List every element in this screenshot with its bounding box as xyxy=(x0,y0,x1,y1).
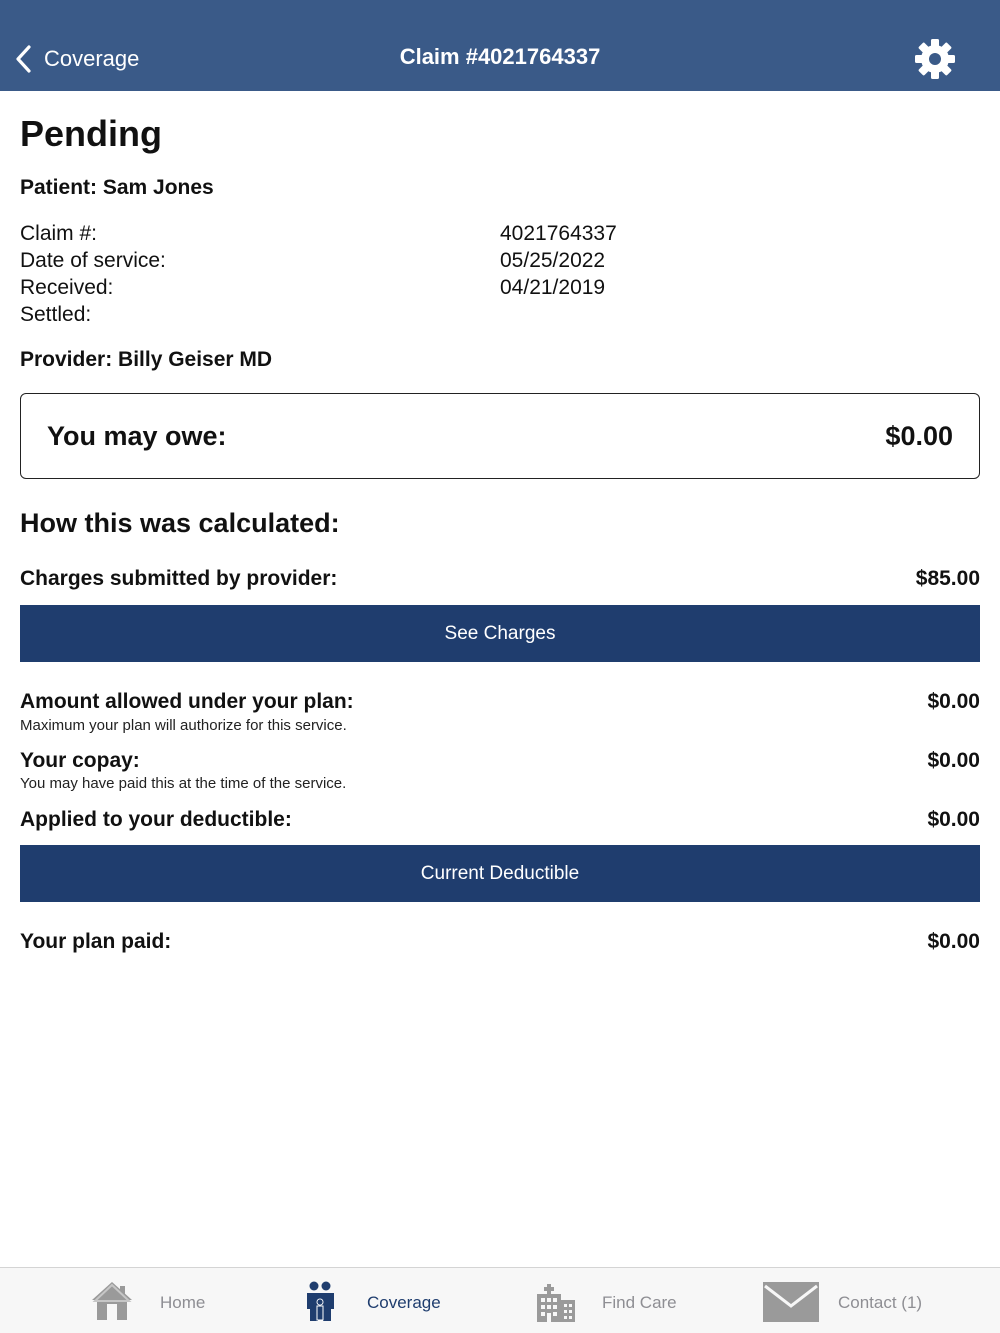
settled-label: Settled: xyxy=(20,303,92,326)
page-title: Claim #4021764337 xyxy=(399,44,601,69)
tab-home-label: Home xyxy=(160,1293,206,1312)
tab-coverage-label: Coverage xyxy=(367,1293,441,1312)
plan-paid-label: Your plan paid: xyxy=(20,930,172,953)
back-label: Coverage xyxy=(44,46,140,71)
claim-number-label: Claim #: xyxy=(20,222,98,245)
settings-button[interactable] xyxy=(913,37,957,81)
deductible-label: Applied to your deductible: xyxy=(20,808,292,831)
building-icon xyxy=(535,1282,577,1322)
date-of-service-value: 05/25/2022 xyxy=(500,249,606,272)
charges-value: $85.00 xyxy=(915,567,980,590)
copay-value: $0.00 xyxy=(927,749,980,772)
claim-number-value: 4021764337 xyxy=(500,222,617,245)
amount-owed-value: $0.00 xyxy=(885,421,953,451)
tab-find-care[interactable] xyxy=(535,1268,685,1333)
tab-contact-label: Contact (1) xyxy=(838,1293,923,1312)
claim-status: Pending xyxy=(20,113,162,154)
family-icon xyxy=(302,1280,338,1324)
see-charges-button[interactable]: See Charges xyxy=(20,605,980,662)
nav-header xyxy=(0,0,1000,91)
gear-icon xyxy=(913,37,957,81)
plan-paid-value: $0.00 xyxy=(927,930,980,953)
tab-contact[interactable] xyxy=(763,1268,943,1333)
copay-label: Your copay: xyxy=(20,749,140,772)
received-label: Received: xyxy=(20,276,114,299)
envelope-icon xyxy=(763,1282,819,1322)
tab-find-care-label: Find Care xyxy=(602,1293,677,1312)
tab-coverage[interactable] xyxy=(300,1268,450,1333)
amount-owed-card xyxy=(20,393,980,479)
allowed-description: Maximum your plan will authorize for this service. xyxy=(20,717,347,734)
date-of-service-label: Date of service: xyxy=(20,249,166,272)
allowed-label: Amount allowed under your plan: xyxy=(20,690,354,713)
calculation-heading: How this was calculated: xyxy=(20,508,340,538)
deductible-value: $0.00 xyxy=(927,808,980,831)
patient-name: Patient: Sam Jones xyxy=(20,176,214,199)
current-deductible-button[interactable]: Current Deductible xyxy=(20,845,980,902)
tab-bar xyxy=(0,1267,1000,1333)
amount-owed-label: You may owe: xyxy=(47,421,227,451)
charges-label: Charges submitted by provider: xyxy=(20,567,338,590)
home-icon xyxy=(90,1280,134,1322)
allowed-value: $0.00 xyxy=(927,690,980,713)
received-value: 04/21/2019 xyxy=(500,276,606,299)
copay-description: You may have paid this at the time of the service. xyxy=(20,775,347,792)
tab-home[interactable] xyxy=(90,1268,230,1333)
provider-name: Provider: Billy Geiser MD xyxy=(20,348,273,371)
